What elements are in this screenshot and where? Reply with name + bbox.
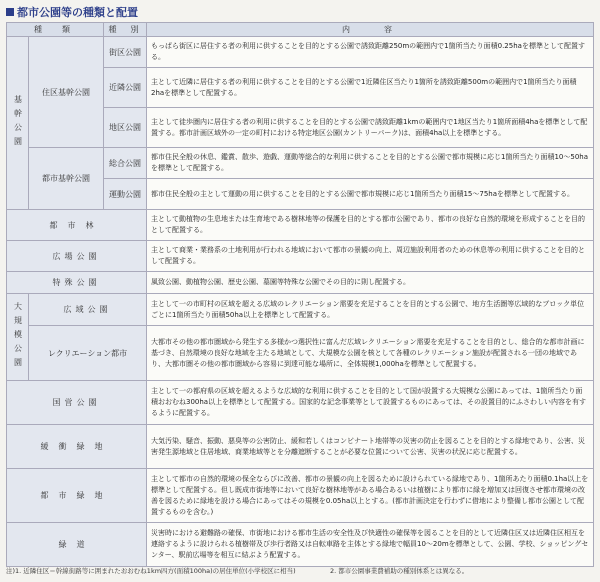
type-gaiku: 街区公園 (104, 37, 147, 68)
footnote-1: 注)1. 近隣住区＝幹線街路等に囲まれたおおむね1km四方(面積100ha)の居住単位(小学校区に相当) (6, 567, 296, 575)
category-jukyo: 住区基幹公園 (29, 37, 104, 148)
page-title (6, 4, 138, 20)
desc-recreation: 大都市その他の都市圏域から発生する多様かつ選択性に富んだ広域レクリエーション需要を充足することを目的とし、総合的な都市計画に基づき、自然環境の良好な地域を主たる地域として、大規模な公園を核として各種のレクリエーション施設が配置される一団の地域であり、大都市圏その他の都市圏域から容易に到達可能な場所に、全体規模1,000haを標準として配置する。 (147, 326, 594, 381)
desc-kinrin: 主として近隣に居住する者の利用に供することを目的とする公園で1近隣住区当たり1箇所を誘致距離500mの範囲内で1箇所当たり面積2haを標準として配置する。 (147, 68, 594, 108)
type-tokushu: 特殊公園 (7, 272, 147, 294)
type-recreation: レクリエーション都市 (29, 326, 147, 381)
desc-undo: 都市住民全般の主として運動の用に供することを目的とする公園で都市規模に応じ1箇所当たり面積15〜75haを標準として配置する。 (147, 179, 594, 210)
type-chiku: 地区公園 (104, 108, 147, 148)
type-kankyo: 緩衝緑地 (7, 425, 147, 469)
type-hiroba: 広場公園 (7, 241, 147, 272)
desc-kankyo: 大気汚染、騒音、振動、悪臭等の公害防止、緩和若しくはコンビナート地帯等の災害の防止を図ることを目的とする緑地であり、公害、災害発生源地域と住居地域、商業地域等とを分離遮断することが必要な位置について公害、災害の状況に応じ配置する。 (147, 425, 594, 469)
footnote-2: 2. 都市公園事業費補助の種別体系とは異なる。 (330, 567, 469, 575)
type-ryokudo: 緑道 (7, 523, 147, 567)
category-kihon: 基幹公園 (7, 37, 29, 210)
desc-toshirin: 主として動植物の生息地または生育地である樹林地等の保護を目的とする都市公園であり、都市の良好な自然的環境を形成することを目的として配置する。 (147, 210, 594, 241)
title-text: 都市公園等の種類と配置 (17, 6, 138, 19)
type-koiki: 広域公園 (29, 294, 147, 326)
desc-kokuei: 主として一の都府県の区域を超えるような広域的な利用に供することを目的として国が設置する大規模な公園にあっては、1箇所当たり面積おおむね300ha以上を標準として配置する。国家的な記念事業等として設置するものにあっては、その設置目的にふさわしい内容を有するように配置する。 (147, 381, 594, 425)
type-undo: 運動公園 (104, 179, 147, 210)
category-toshi: 都市基幹公園 (29, 148, 104, 210)
desc-toshiryoku: 主として都市の自然的環境の保全ならびに改善、都市の景観の向上を図るために設けられている緑地であり、1箇所あたり面積0.1ha以上を標準として配置する。但し既成市街地等において良好な樹林地等がある場合あるいは植樹により都市に緑を増加又は回復させ都市環境の改善を図るために緑地を設ける場合にあってはその規模を0.05ha以上とする。(都市計画決定を行わずに借地により整備し都市公園として配置するものを含む。) (147, 469, 594, 523)
desc-sogo: 都市住民全般の休息、鑑賞、散歩、遊戯、運動等総合的な利用に供することを目的とする公園で都市規模に応じ1箇所当たり面積10〜50haを標準として配置する。 (147, 148, 594, 179)
header-content: 内 容 (147, 23, 594, 37)
type-kokuei: 国営公園 (7, 381, 147, 425)
category-daikibo: 大規模公園 (7, 294, 29, 381)
desc-gaiku: もっぱら街区に居住する者の利用に供することを目的とする公園で誘致距離250mの範囲内で1箇所当たり面積0.25haを標準として配置する。 (147, 37, 594, 68)
title-square-icon (6, 8, 14, 16)
desc-chiku: 主として徒歩圏内に居住する者の利用に供することを目的とする公園で誘致距離1kmの範囲内で1地区当たり1箇所面積4haを標準として配置する。都市計画区域外の一定の町村における特定地区公園(カントリーパーク)は、面積4ha以上を標準とする。 (147, 108, 594, 148)
desc-tokushu: 風致公園、動植物公園、歴史公園、墓園等特殊な公園でその目的に則し配置する。 (147, 272, 594, 294)
header-type: 種 別 (104, 23, 147, 37)
type-sogo: 総合公園 (104, 148, 147, 179)
desc-koiki: 主として一の市町村の区域を超える広域のレクリエーション需要を充足することを目的とする公園で、地方生活圏等広域的なブロック単位ごとに1箇所当たり面積50ha以上を標準として配置する。 (147, 294, 594, 326)
type-toshiryoku: 都市緑地 (7, 469, 147, 523)
header-kind: 種 類 (7, 23, 104, 37)
park-types-table (6, 22, 594, 567)
desc-hiroba: 主として商業・業務系の土地利用が行われる地域において都市の景観の向上、周辺施設利用者のための休息等の利用に供することを目的として配置する。 (147, 241, 594, 272)
desc-ryokudo: 災害時における避難路の確保、市街地における都市生活の安全性及び快適性の確保等を図ることを目的として近隣住区又は近隣住区相互を連絡するように設けられる植樹帯及び歩行者路又は自転車路を主体とする緑地で幅員10〜20mを標準として、公園、学校、ショッピングセンター、駅前広場等を相互に結ぶよう配置する。 (147, 523, 594, 567)
type-kinrin: 近隣公園 (104, 68, 147, 108)
type-toshirin: 都市林 (7, 210, 147, 241)
